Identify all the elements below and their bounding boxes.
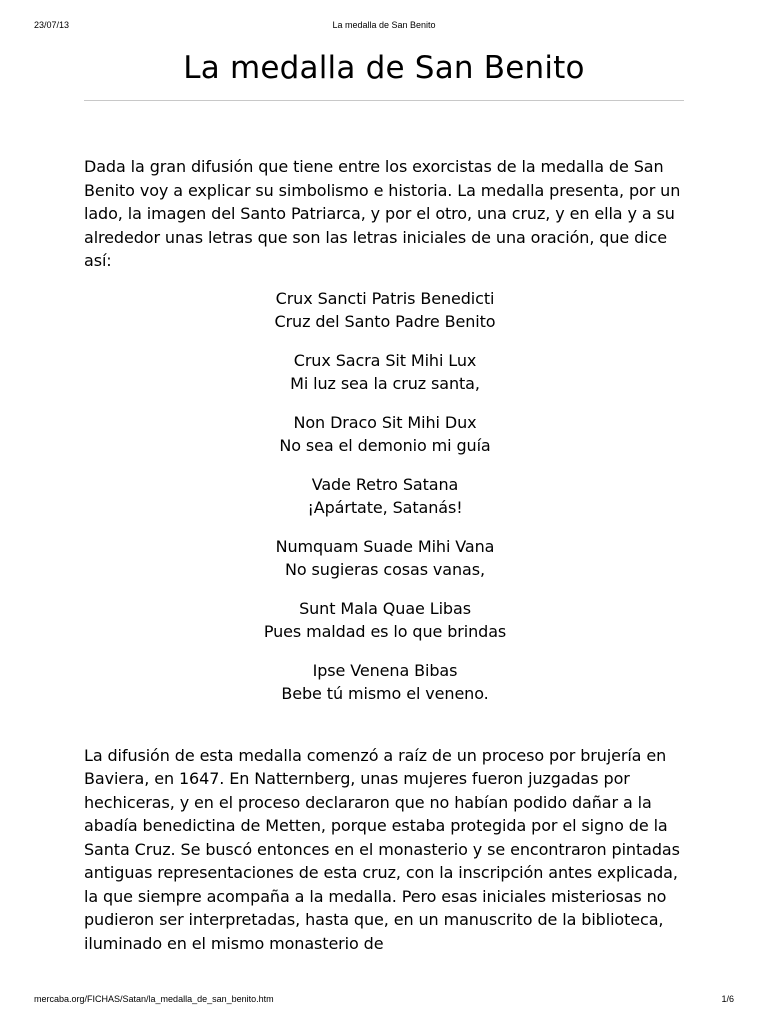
stanza-latin-line: Ipse Venena Bibas bbox=[312, 660, 458, 680]
stanza-spanish-line: No sea el demonio mi guía bbox=[279, 436, 491, 455]
prayer-stanza bbox=[84, 535, 686, 582]
stanza-spanish-line: No sugieras cosas vanas, bbox=[285, 560, 485, 579]
stanza-latin-line: Crux Sancti Patris Benedicti bbox=[275, 288, 495, 308]
page-title: La medalla de San Benito bbox=[183, 50, 585, 86]
prayer-stanza bbox=[84, 473, 686, 520]
stanza-spanish-line: Cruz del Santo Padre Benito bbox=[274, 312, 496, 331]
title-divider bbox=[84, 100, 684, 101]
prayer-stanza bbox=[84, 597, 686, 644]
prayer-stanzas bbox=[84, 287, 686, 706]
stanza-latin-line: Numquam Suade Mihi Vana bbox=[275, 536, 495, 556]
print-footer bbox=[0, 992, 768, 1006]
prayer-stanza bbox=[84, 287, 686, 334]
article-body bbox=[84, 155, 686, 955]
stanza-spanish-line: Pues maldad es lo que brindas bbox=[263, 622, 507, 641]
print-date: 23/07/13 bbox=[34, 20, 70, 30]
stanza-spanish-line: Mi luz sea la cruz santa, bbox=[290, 374, 480, 393]
prayer-stanza bbox=[84, 411, 686, 458]
page-number: 1/6 bbox=[721, 994, 734, 1004]
print-header bbox=[0, 18, 768, 32]
stanza-latin-line: Crux Sacra Sit Mihi Lux bbox=[293, 350, 477, 370]
stanza-latin-line: Sunt Mala Quae Libas bbox=[299, 598, 471, 618]
history-paragraph: La difusión de esta medalla comenzó a raíz de un proceso por brujería en Baviera, en 1647. En Natternberg, unas mujeres fueron juzgadas por hechiceras, y en el proceso declararon que no habían podido dañar a la abadía benedictina de Metten, porque estaba protegida por el signo de la Santa Cruz. Se buscó entonces en el monasterio y se encontraron pintadas antiguas representaciones de esta cruz, con la inscripción antes explicada, la que siempre acompaña a la medalla. Pero esas iniciales misteriosas no pudieron ser interpretadas, hasta que, en un manuscrito de la biblioteca, iluminado en el mismo monasterio de bbox=[84, 745, 680, 953]
print-url: mercaba.org/FICHAS/Satan/la_medalla_de_san_benito.htm bbox=[34, 994, 274, 1004]
stanza-spanish-line: Bebe tú mismo el veneno. bbox=[281, 684, 489, 703]
stanza-spanish-line: ¡Apártate, Satanás! bbox=[307, 498, 463, 517]
prayer-stanza bbox=[84, 659, 686, 706]
stanza-latin-line: Non Draco Sit Mihi Dux bbox=[293, 412, 477, 432]
print-header-title: La medalla de San Benito bbox=[332, 20, 436, 30]
stanza-latin-line: Vade Retro Satana bbox=[311, 474, 459, 494]
intro-paragraph: Dada la gran difusión que tiene entre los exorcistas de la medalla de San Benito voy a explicar su simbolismo e historia. La medalla presenta, por un lado, la imagen del Santo Patriarca, y por el otro, una cruz, y en ella y a su alrededor unas letras que son las letras iniciales de una oración, que dice así: bbox=[84, 157, 681, 270]
prayer-stanza bbox=[84, 349, 686, 396]
